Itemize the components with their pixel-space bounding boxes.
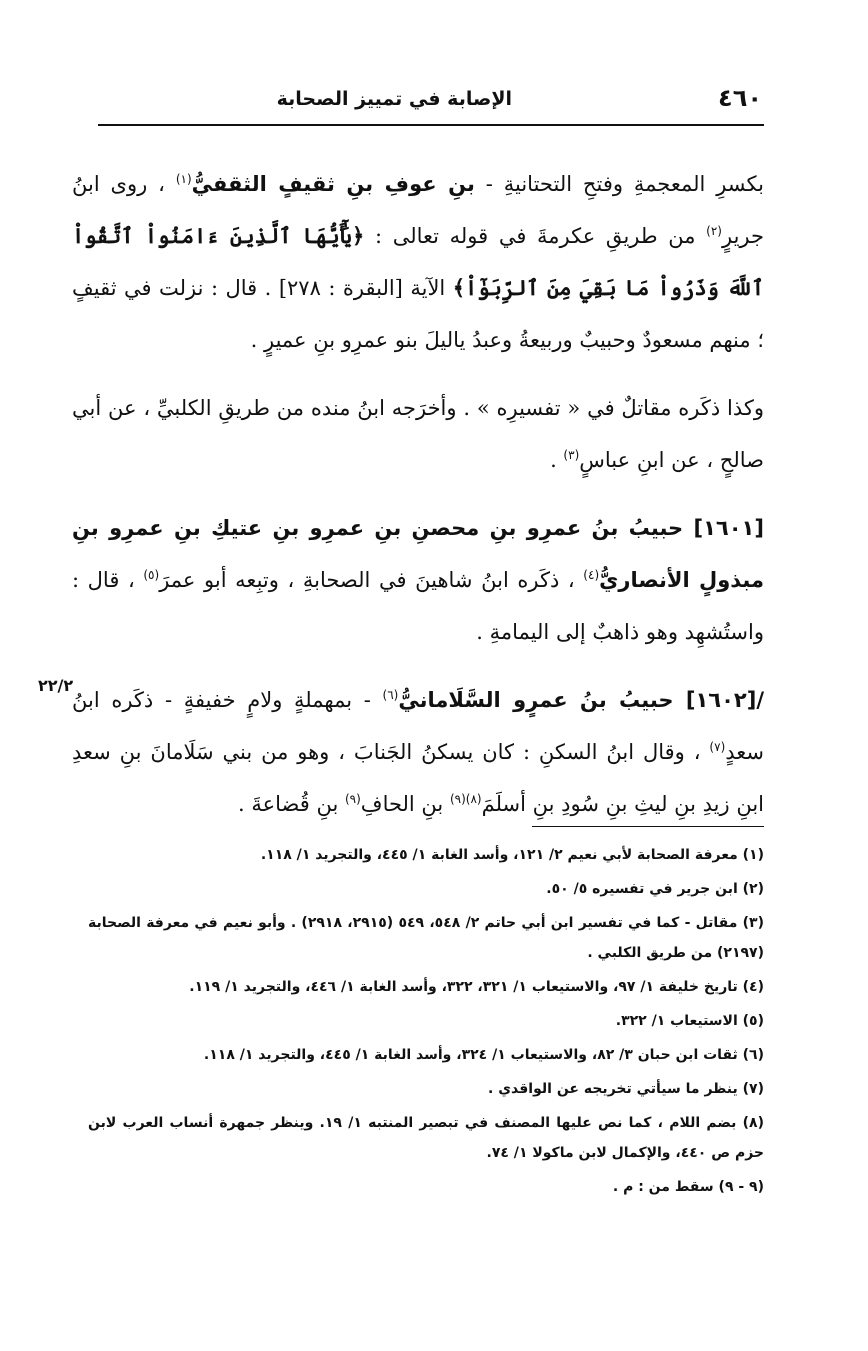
footnote-item: (١) معرفة الصحابة لأبي نعيم ٢/ ١٢١، وأسد الغابة ١/ ٤٤٥، والتجريد ١/ ١١٨. [260,847,764,863]
entry-heading: /[١٦٠٢] حبيبُ بنُ عمرٍو السَّلَامانيُّ [398,688,765,712]
footnote-ref: (١) [175,172,192,186]
page-header [100,84,762,120]
footnote-item: (٧) ينظر ما سيأتي تخريجه عن الواقدي . [488,1081,764,1097]
footnote-item: (٥) الاستيعاب ١/ ٣٢٢. [615,1013,764,1029]
footnote-item: (٦) ثقات ابن حبان ٣/ ٨٢، والاستيعاب ١/ ٣٢٤، وأسد الغابة ١/ ٤٤٥، والتجريد ١/ ١١٨. [203,1047,764,1063]
quran-verse: ﴿يَٰٓأَيُّهَا ٱلَّذِينَ ءَامَنُواْ ٱتَّقُواْ ٱللَّهَ وَذَرُواْ مَا بَقِيَ مِنَ ٱلرِّبَوٰٓاْ﴾ [72,223,765,300]
footnote-ref: (٥) [143,568,160,582]
text-span: بنِ الحافِ [360,792,450,816]
entry-1602 [72,674,764,830]
footnote-ref: (٤) [583,568,600,582]
footnote-ref: (٦) [382,688,399,702]
footnote-item: (٢) ابن جرير في تفسيره ٥/ ٥٠. [546,881,764,897]
margin-reference: ٢٢/٢ [38,676,74,695]
footnote-item: (٩ - ٩) سقط من : م . [612,1179,764,1195]
text-span: بكسرِ المعجمةِ وفتحِ التحتانيةِ - [474,172,764,196]
running-title: الإصابة في تمييز الصحابة [276,88,512,110]
paragraph-1 [72,158,764,366]
footnote-ref: (٧) [709,740,726,754]
entry-1601 [72,502,764,658]
text-span: . [550,448,564,472]
text-span: ، روى ابنُ جريرٍ [72,172,764,248]
footnote-ref: (٩) [344,792,361,806]
text-span: - بمهملةٍ ولامٍ خفيفةٍ - ذكَره ابنُ سعدٍ [72,688,764,764]
footnotes [88,840,764,1206]
footnote-separator [532,826,764,827]
footnote-item: (٣) مقاتل - كما في تفسير ابن أبي حاتم ٢/ ٥٤٨، ٥٤٩ (٢٩١٥، ٢٩١٨) . وأبو نعيم في معرفة الصحابة (٢١٩٧) من طريق الكلبي . [88,915,764,961]
text-span: ، وقال ابنُ السكنِ : كان يسكنُ الجَنابَ ، وهو من بني سَلَامانَ بنِ سعدِ ابنِ زيدِ بنِ ليثِ بنِ سُودِ بنِ أسلَمَ [72,740,764,816]
entry-heading: [١٦٠١] حبيبُ بنُ عمرِو بنِ محصنِ بنِ عمرِو بنِ عتيكِ بنِ عمرِو بنِ مبذولٍ الأنصاريُّ [72,516,764,592]
text-span: ، قال : واستُشهِد وهو ذاهبٌ إلى اليمامةِ . [72,568,764,644]
page-number: ٤٦٠ [718,84,762,112]
main-text [72,158,764,846]
footnote-ref: (٩) [449,792,466,806]
footnote-ref: (٢) [706,224,722,238]
footnote-item: (٨) بضم اللام ، كما نص عليها المصنف في تبصير المنتبه ١/ ١٩. وينظر جمهرة أنساب العرب لابن حزم ص ٤٤٠، والإكمال لابن ماكولا ١/ ٧٤. [88,1115,764,1161]
text-span: ، ذكَره ابنُ شاهينَ في الصحابةِ ، وتبِعه أبو عمرَ [159,568,584,592]
paragraph-2 [72,382,764,486]
text-span: الآية [البقرة : ٢٧٨] . قال : نزلت في ثقيفٍ ؛ منهم مسعودٌ وحبيبٌ وربيعةُ وعبدُ ياليلَ بنو عمرِو بنِ عميرٍ . [72,276,764,352]
text-span: بنِ قُضاعةَ . [238,792,345,816]
person-name: بنِ عوفِ بنِ ثقيفٍ الثقفيُّ [191,172,475,196]
header-rule [98,124,764,126]
footnote-ref: (٨) [465,792,482,806]
text-span: وكذا ذكَره مقاتلٌ في « تفسيرِه » . وأخرَجه ابنُ منده من طريقِ الكلبيِّ ، عن أبي صالحٍ ، عن ابنِ عباسٍ [72,396,764,472]
footnote-ref: (٣) [563,448,580,462]
text-span: من طريقِ عكرمةَ في قوله تعالى : [364,224,707,248]
footnote-item: (٤) تاريخ خليفة ١/ ٩٧، والاستيعاب ١/ ٣٢١، ٣٢٢، وأسد الغابة ١/ ٤٤٦، والتجريد ١/ ١١٩. [189,979,764,995]
